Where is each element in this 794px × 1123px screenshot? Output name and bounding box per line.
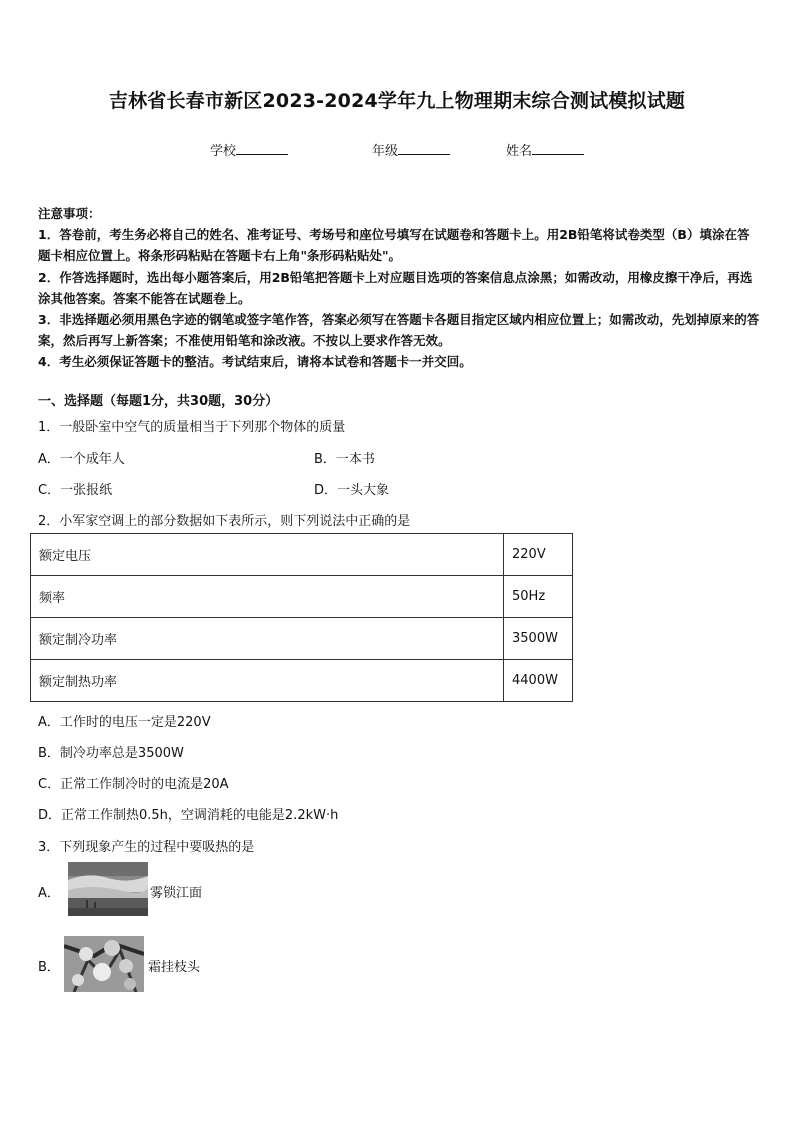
page-title: 吉林省长春市新区2023-2024学年九上物理期末综合测试模拟试题 (108, 90, 686, 112)
table-cell-value: 50Hz (504, 576, 573, 618)
school-blank[interactable] (236, 142, 288, 155)
question-3-option-a-text[interactable]: 雾锁江面 (150, 886, 203, 901)
question-2-option-d[interactable]: D．正常工作制热0.5h，空调消耗的电能是2.2kW·h (38, 808, 339, 823)
note-item: 1．答卷前，考生务必将自己的姓名、准考证号、考场号和座位号填写在试题卷和答题卡上。用2B铅笔将试卷类型（B）填涂在答题卡相应位置上。将条形码粘贴在答题卡右上角"条形码粘贴处"。 (38, 227, 750, 264)
table-cell-label: 频率 (31, 576, 504, 618)
question-3-option-a-letter[interactable]: A． (38, 886, 60, 901)
question-2-option-b[interactable]: B．制冷功率总是3500W (38, 746, 184, 761)
table-row (31, 660, 573, 702)
note-item: 3．非选择题必须用黑色字迹的钢笔或签字笔作答，答案必须写在答题卡各题目指定区域内相应位置上；如需改动，先划掉原来的答案，然后再写上新答案；不准使用铅笔和涂改液。不按以上要求作答无效。 (38, 312, 760, 349)
grade-field (372, 140, 450, 159)
question-1-option-c[interactable]: C．一张报纸 (38, 483, 113, 498)
question-1-stem: 1．一般卧室中空气的质量相当于下列那个物体的质量 (38, 420, 346, 435)
table-row (31, 534, 573, 576)
note-item: 2．作答选择题时，选出每小题答案后，用2B铅笔把答题卡上对应题目选项的答案信息点涂黑；如需改动，用橡皮擦干净后，再选涂其他答案。答案不能答在试题卷上。 (38, 269, 753, 306)
ac-spec-table (30, 533, 573, 702)
table-cell-value: 220V (504, 534, 573, 576)
question-2-stem: 2．小军家空调上的部分数据如下表所示，则下列说法中正确的是 (38, 514, 411, 529)
grade-blank[interactable] (398, 142, 450, 155)
table-cell-label: 额定制冷功率 (31, 618, 504, 660)
name-blank[interactable] (532, 142, 584, 155)
table-cell-value: 4400W (504, 660, 573, 702)
note-item: 4．考生必须保证答题卡的整洁。考试结束后，请将本试卷和答题卡一并交回。 (38, 354, 472, 370)
question-3-option-b-letter[interactable]: B． (38, 960, 60, 975)
table-row (31, 618, 573, 660)
table-cell-label: 额定电压 (31, 534, 504, 576)
question-2-option-a[interactable]: A．工作时的电压一定是220V (38, 715, 211, 730)
frost-branch-photo-icon (64, 936, 144, 992)
table-row (31, 576, 573, 618)
section-heading: 一、选择题（每题1分，共30题，30分） (38, 394, 279, 409)
grade-label: 年级 (372, 144, 399, 159)
notes-heading: 注意事项： (38, 206, 101, 221)
question-1-option-d[interactable]: D．一头大象 (314, 483, 390, 498)
table-cell-label: 额定制热功率 (31, 660, 504, 702)
question-2-option-c[interactable]: C．正常工作制冷时的电流是20A (38, 777, 229, 792)
school-field (210, 140, 288, 159)
question-1-option-b[interactable]: B．一本书 (314, 452, 375, 467)
notes-section (38, 203, 760, 373)
table-cell-value: 3500W (504, 618, 573, 660)
name-field (506, 140, 584, 159)
question-1-option-a[interactable]: A．一个成年人 (38, 452, 125, 467)
question-3-option-b-text[interactable]: 霜挂枝头 (148, 960, 201, 975)
question-3-stem: 3．下列现象产生的过程中要吸热的是 (38, 840, 255, 855)
name-label: 姓名 (506, 144, 533, 159)
school-label: 学校 (210, 144, 237, 159)
fog-river-photo-icon (68, 862, 148, 916)
